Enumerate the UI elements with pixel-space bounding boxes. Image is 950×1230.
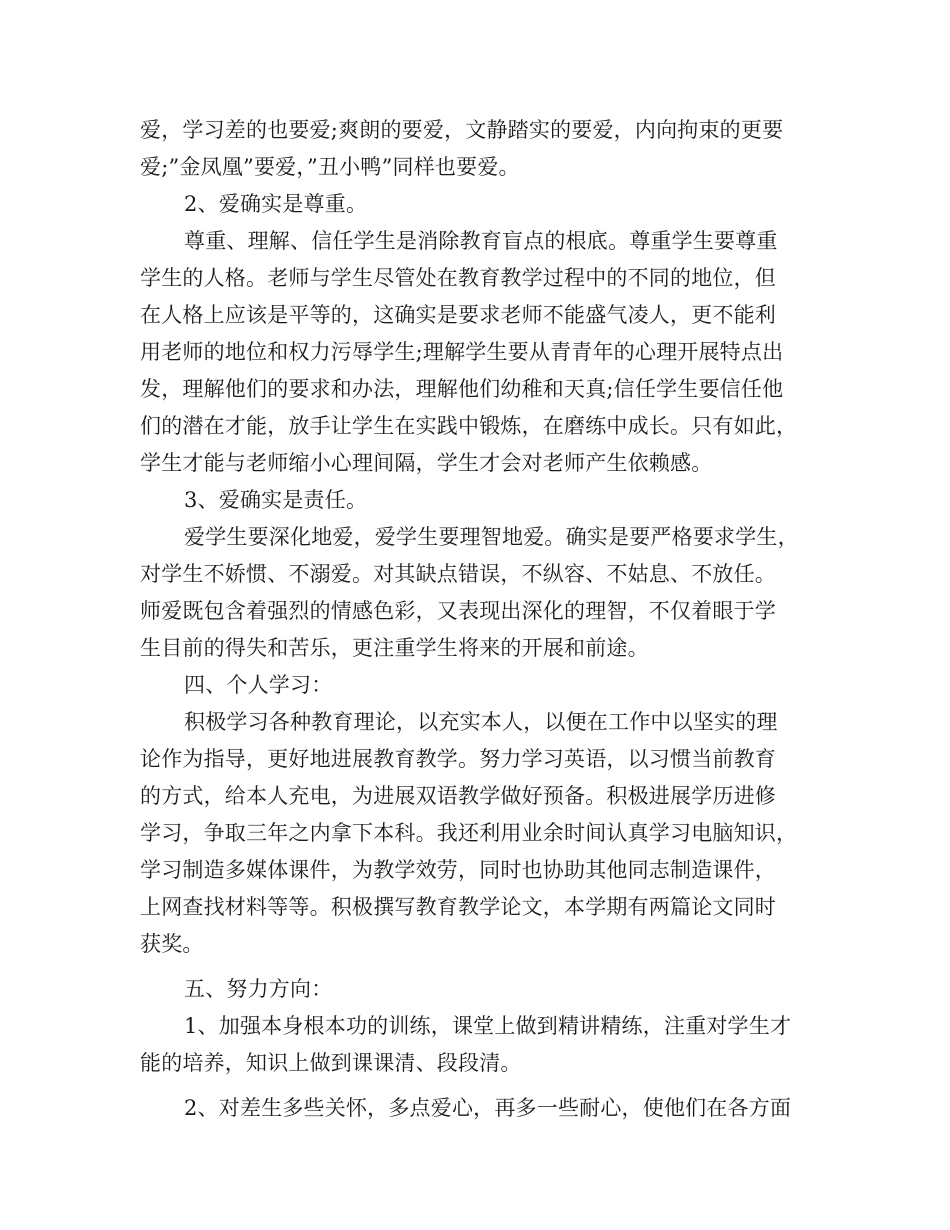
text-line: 生目前的得失和苦乐，更注重学生将来的开展和前途。 <box>140 636 649 660</box>
section-heading: 2、爱确实是尊重。 <box>184 192 368 216</box>
paragraph-start: 爱学生要深化地爱，爱学生要理智地爱。确实是要严格要求学生， <box>184 525 799 549</box>
text-line: 爱，学习差的也要爱;爽朗的要爱，文静踏实的要爱，内向拘束的更要 <box>140 118 784 142</box>
text-line: 能的培养，知识上做到课课清、段段清。 <box>140 1051 522 1075</box>
text-line: 学习制造多媒体课件，为教学效劳，同时也协助其他同志制造课件， <box>140 858 776 882</box>
text-line: 在人格上应该是平等的，这确实是要求老师不能盛气凌人，更不能利 <box>140 303 776 327</box>
section-heading: 3、爱确实是责任。 <box>184 488 368 512</box>
text-line: 师爱既包含着强烈的情感色彩，又表现出深化的理智，不仅着眼于学 <box>140 599 776 623</box>
text-line: 论作为指导，更好地进展教育教学。努力学习英语，以习惯当前教育 <box>140 747 776 771</box>
text-line: 学生的人格。老师与学生尽管处在教育教学过程中的不同的地位，但 <box>140 266 776 290</box>
text-line: 上网查找材料等等。积极撰写教育教学论文，本学期有两篇论文同时 <box>140 895 776 919</box>
text-line: 对学生不娇惯、不溺爱。对其缺点错误，不纵容、不姑息、不放任。 <box>140 562 776 586</box>
text-line: 发，理解他们的要求和办法，理解他们幼稚和天真;信任学生要信任他 <box>140 377 784 401</box>
paragraph-start: 积极学习各种教育理论，以充实本人，以便在工作中以坚实的理 <box>184 710 778 734</box>
section-heading: 四、个人学习： <box>184 673 333 697</box>
section-heading: 五、努力方向： <box>184 977 333 1001</box>
paragraph-gap <box>140 1082 810 1090</box>
paragraph-gap <box>140 963 810 971</box>
text-line: 的方式，给本人充电，为进展双语教学做好预备。积极进展学历进修 <box>140 784 776 808</box>
text-line: 用老师的地位和权力污辱学生;理解学生要从青青年的心理开展特点出 <box>140 340 784 364</box>
document-body <box>140 112 810 1127</box>
text-line: 爱;”金凤凰”要爱，”丑小鸭”同样也要爱。 <box>140 155 520 179</box>
paragraph-start: 尊重、理解、信任学生是消除教育盲点的根底。尊重学生要尊重 <box>184 229 778 253</box>
paragraph-start: 1、加强本身根本功的训练，课堂上做到精讲精练，注重对学生才 <box>184 1014 792 1038</box>
paragraph-start: 2、对差生多些关怀，多点爱心，再多一些耐心，使他们在各方面 <box>184 1096 792 1120</box>
text-line: 学生才能与老师缩小心理间隔，学生才会对老师产生依赖感。 <box>140 451 713 475</box>
text-line: 们的潜在才能，放手让学生在实践中锻炼，在磨练中成长。只有如此， <box>140 414 798 438</box>
text-line: 学习，争取三年之内拿下本科。我还利用业余时间认真学习电脑知识， <box>140 821 798 845</box>
text-line: 获奖。 <box>140 932 204 956</box>
